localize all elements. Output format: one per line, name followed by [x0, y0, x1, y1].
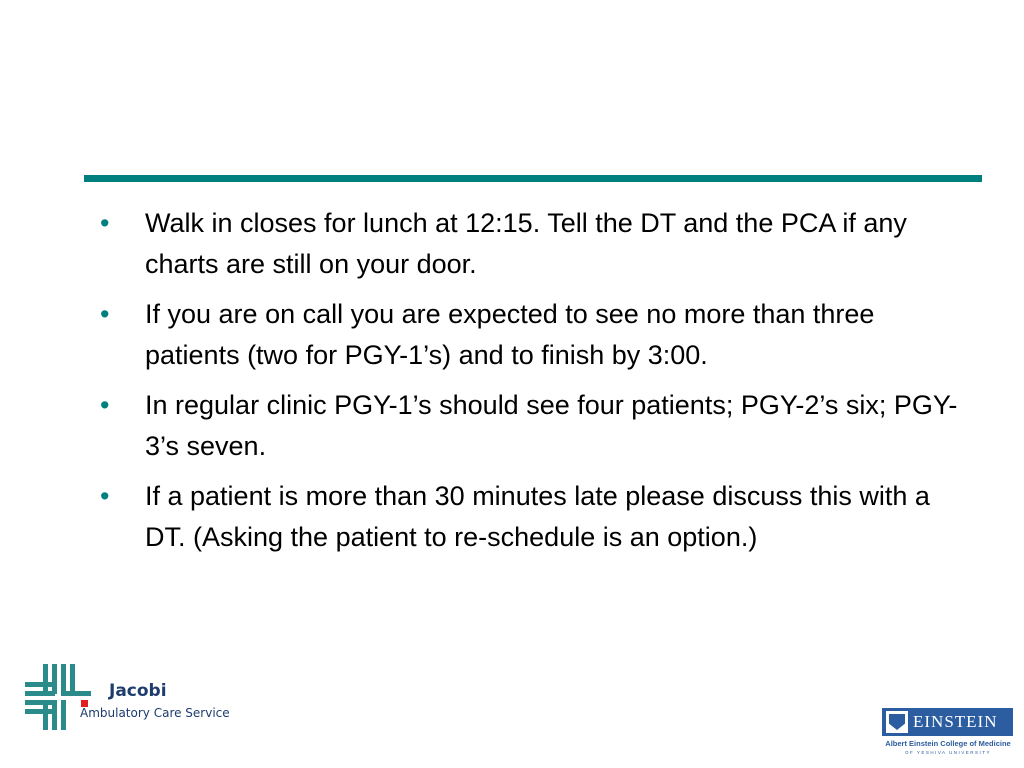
einstein-college: Albert Einstein College of Medicine: [885, 739, 1011, 748]
bullet-text: Walk in closes for lunch at 12:15. Tell the DT and the PCA if any charts are still on your door.: [145, 208, 907, 279]
jacobi-name: Jacobi: [109, 681, 167, 701]
einstein-banner: [882, 708, 1013, 736]
bullet-icon: •: [100, 299, 110, 329]
bullet-text: If you are on call you are expected to see no more than three patients (two for PGY-1’s) and to finish by 3:00.: [145, 299, 875, 370]
bullet-item: [100, 294, 960, 376]
jacobi-subtitle: Ambulatory Care Service: [80, 706, 230, 720]
title-divider-rule: [84, 175, 982, 182]
einstein-logo: [882, 708, 1014, 758]
bullet-item: [100, 476, 960, 558]
bullet-icon: •: [100, 208, 110, 238]
bullet-icon: •: [100, 390, 110, 420]
einstein-crest-icon: [886, 711, 908, 733]
einstein-name: EINSTEIN: [913, 712, 998, 731]
jacobi-logo-mark-icon: [25, 664, 91, 730]
bullet-item: [100, 203, 960, 285]
bullet-text: In regular clinic PGY-1’s should see four patients; PGY-2’s six; PGY-3’s seven.: [145, 390, 958, 461]
bullet-text: If a patient is more than 30 minutes late please discuss this with a DT. (Asking the patient to re-schedule is an option.): [145, 481, 930, 552]
jacobi-logo: [25, 664, 265, 734]
bullet-list: [100, 203, 960, 567]
einstein-university: OF YESHIVA UNIVERSITY: [904, 750, 992, 755]
bullet-item: [100, 385, 960, 467]
bullet-icon: •: [100, 481, 110, 511]
